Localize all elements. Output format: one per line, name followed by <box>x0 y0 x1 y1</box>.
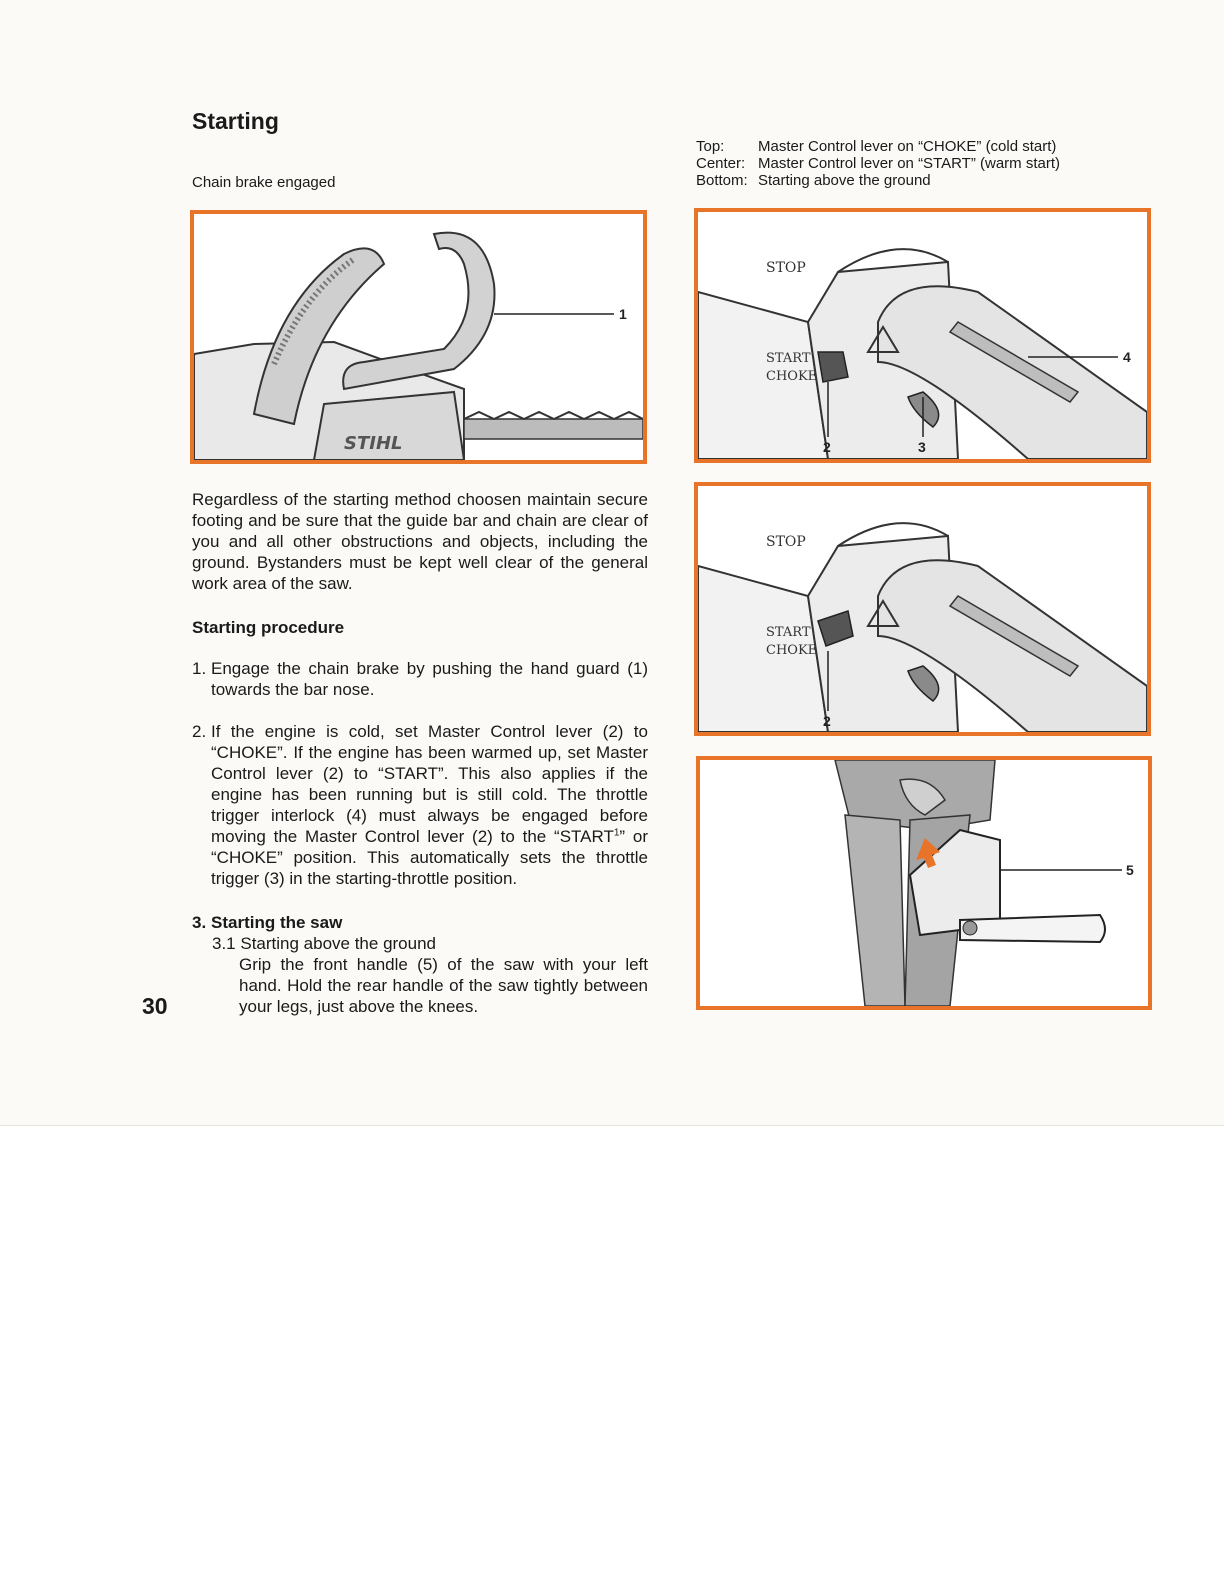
step-1 <box>192 658 648 700</box>
callout-2: 2 <box>823 713 831 729</box>
page-title: Starting <box>192 108 279 134</box>
callout-1: 1 <box>619 306 627 322</box>
step-text-part: ” or “CHOKE” position. This automatically sets the throttle trigger (3) in the starting-throttle position. <box>211 827 648 888</box>
legend-row-bottom <box>696 172 1060 189</box>
section-heading-procedure: Starting procedure <box>192 618 345 637</box>
legend-row-center <box>696 155 1060 172</box>
step-title: Starting the saw <box>211 913 343 932</box>
substep-3-1 <box>192 933 648 1017</box>
chainsaw-hand-guard-illustration <box>194 214 643 460</box>
intro-paragraph: Regardless of the starting method choosen maintain secure footing and be sure that the guide bar and chain are clear of you and all other obstructions and objects, including the ground. Bystanders must be kept well clear of the general work area of the saw. <box>192 490 648 593</box>
step-3 <box>192 912 648 933</box>
footnote-marker: 1 <box>613 827 620 839</box>
figure-chain-brake <box>190 210 647 464</box>
legend-value: Starting above the ground <box>758 172 931 189</box>
start-marking: START <box>766 351 811 366</box>
page-number: 30 <box>142 993 168 1019</box>
figure-starting-above-ground <box>696 756 1152 1010</box>
stop-marking: STOP <box>766 260 806 276</box>
brand-logo: STIHL <box>344 433 403 454</box>
stop-marking: STOP <box>766 534 806 550</box>
figure-legend <box>696 138 1060 189</box>
callout-5: 5 <box>1126 862 1134 878</box>
step-2 <box>192 721 648 889</box>
master-control-choke-illustration <box>698 212 1147 459</box>
legend-row-top <box>696 138 1060 155</box>
step-number: 1. <box>192 659 207 678</box>
step-text: Engage the chain brake by pushing the hand guard (1) towards the bar nose. <box>211 659 648 699</box>
choke-marking: CHOKE <box>766 369 818 384</box>
legend-value: Master Control lever on “CHOKE” (cold start) <box>758 138 1057 155</box>
callout-2: 2 <box>823 439 831 455</box>
substep-body: Grip the front handle (5) of the saw with your left hand. Hold the rear handle of the saw tightly between your legs, just above the knees. <box>239 955 648 1016</box>
callout-3: 3 <box>918 439 926 455</box>
figure-caption-chain-brake: Chain brake engaged <box>192 174 336 191</box>
figure-master-control-choke <box>694 208 1151 463</box>
callout-4: 4 <box>1123 349 1131 365</box>
legend-value: Master Control lever on “START” (warm start) <box>758 155 1060 172</box>
step-number: 3. <box>192 913 207 932</box>
step-text-part: If the engine is cold, set Master Control lever (2) to “CHOKE”. If the engine has been warmed up, set Master Control lever (2) to “START”. This also applies if the engine has been running but is still cold. The throttle trigger interlock (4) must always be engaged before moving the Master Control lever (2) to the “START <box>211 722 648 846</box>
figure-master-control-start <box>694 482 1151 736</box>
step-number: 2. <box>192 722 207 741</box>
operator-starting-saw-illustration <box>700 760 1148 1006</box>
legend-key: Bottom: <box>696 172 748 189</box>
legend-key: Top: <box>696 138 725 155</box>
substep-title: 3.1 Starting above the ground <box>212 934 436 953</box>
choke-marking: CHOKE <box>766 643 818 658</box>
step-body <box>211 912 648 933</box>
master-control-start-illustration <box>698 486 1147 732</box>
legend-key: Center: <box>696 155 746 172</box>
step-text <box>211 721 648 889</box>
start-marking: START <box>766 625 811 640</box>
